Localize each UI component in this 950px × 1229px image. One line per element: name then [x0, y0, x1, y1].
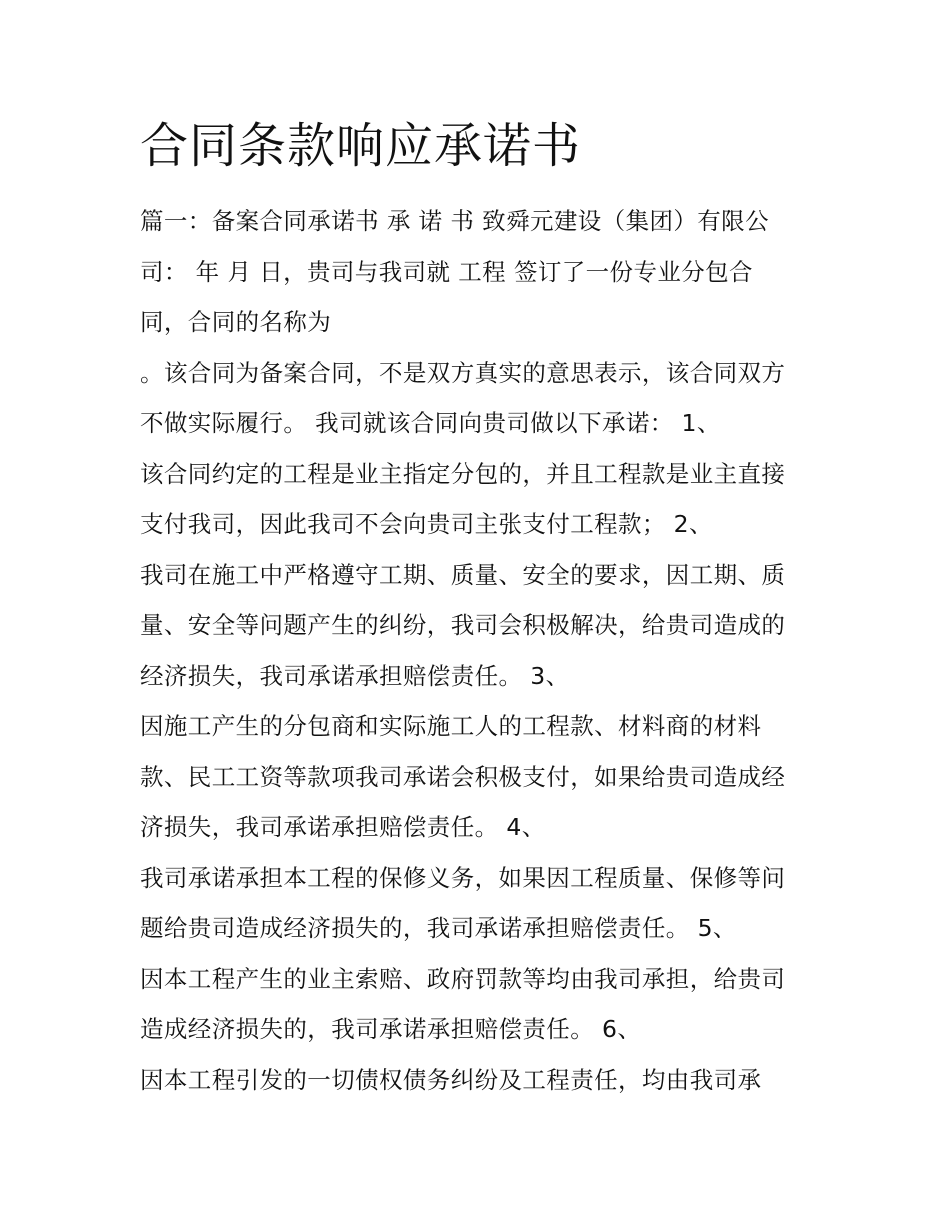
body-line: 量、安全等问题产生的纠纷，我司会积极解决，给贵司造成的: [140, 611, 786, 639]
body-line: 因本工程产生的业主索赔、政府罚款等均由我司承担，给贵司: [140, 964, 786, 993]
body-line: 支付我司，因此我司不会向贵司主张支付工程款； 2、: [140, 510, 713, 538]
body-line: 篇一：备案合同承诺书 承 诺 书 致舜元建设（集团）有限公: [140, 207, 769, 235]
body-line: 因本工程引发的一切债权债务纠纷及工程责任，均由我司承: [140, 1065, 762, 1094]
body-line: 同，合同的名称为: [140, 308, 332, 336]
body-line: 。该合同为备案合同，不是双方真实的意思表示，该合同双方: [140, 358, 786, 387]
body-line: 我司承诺承担本工程的保修义务，如果因工程质量、保修等问: [140, 863, 786, 892]
body-line: 不做实际履行。 我司就该合同向贵司做以下承诺： 1、: [140, 409, 721, 437]
document-title: 合同条款响应承诺书: [140, 118, 582, 174]
body-line: 该合同约定的工程是业主指定分包的，并且工程款是业主直接: [140, 459, 786, 488]
body-line: 我司在施工中严格遵守工期、质量、安全的要求，因工期、质: [140, 560, 786, 589]
document-body: [140, 196, 820, 1105]
body-line: 济损失，我司承诺承担赔偿责任。 4、: [140, 813, 546, 841]
body-line: 造成经济损失的，我司承诺承担赔偿责任。 6、: [140, 1015, 642, 1043]
body-line: 题给贵司造成经济损失的，我司承诺承担赔偿责任。 5、: [140, 914, 737, 942]
body-line: 司： 年 月 日，贵司与我司就 工程 签订了一份专业分包合: [140, 257, 753, 286]
body-line: 款、民工工资等款项我司承诺会积极支付，如果给贵司造成经: [140, 762, 786, 791]
body-line: 因施工产生的分包商和实际施工人的工程款、材料商的材料: [140, 712, 762, 740]
body-line: 经济损失，我司承诺承担赔偿责任。 3、: [140, 661, 570, 690]
